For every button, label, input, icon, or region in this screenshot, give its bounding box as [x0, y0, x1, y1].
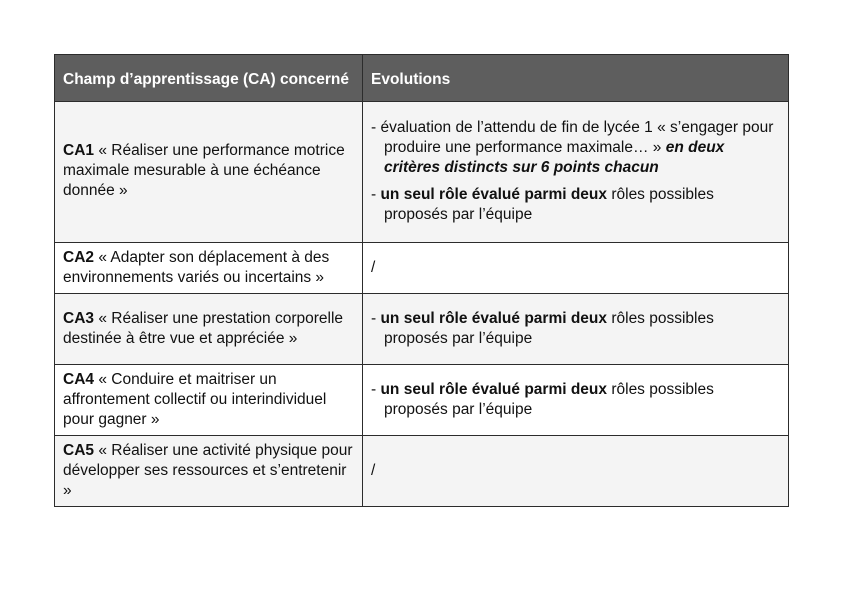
table-header-row [55, 55, 789, 102]
ca4-evolution-rest: rôles possibles proposés par l’équipe [384, 381, 714, 418]
ca3-evolution-bold: un seul rôle évalué parmi deux [380, 310, 608, 327]
header-evolutions: Evolutions [363, 55, 789, 102]
ca2-code: CA2 [63, 249, 95, 266]
ca-evolutions-table [54, 54, 789, 507]
ca3-description: « Réaliser une prestation corporelle destinée à être vue et appréciée » [63, 310, 344, 347]
ca4-evolutions-cell [363, 365, 789, 436]
table-row-ca2 [55, 243, 789, 294]
ca2-cell [55, 243, 363, 294]
ca1-description: « Réaliser une performance motrice maximale mesurable à une échéance donnée » [63, 142, 345, 199]
ca4-evolution-bold: un seul rôle évalué parmi deux [380, 381, 608, 398]
ca3-evolution-rest: rôles possibles proposés par l’équipe [384, 310, 714, 347]
ca4-code: CA4 [63, 371, 95, 388]
ca4-evolution-bullet: - [371, 381, 381, 398]
ca3-cell [55, 294, 363, 365]
ca1-evolution-bullet: - [371, 185, 381, 203]
table-row-ca3 [55, 294, 789, 365]
ca4-cell [55, 365, 363, 436]
ca5-cell [55, 436, 363, 507]
ca1-evolution-item-2 [371, 185, 780, 225]
ca1-evolutions-cell [363, 102, 789, 243]
ca3-code: CA3 [63, 310, 95, 327]
ca3-evolution-item [371, 309, 780, 349]
ca4-evolution-item [371, 380, 780, 420]
ca1-evolution-emphasis: en deux critères distincts sur 6 points chacun [384, 138, 725, 176]
ca1-evolution-text: - évaluation de l’attendu de fin de lycée 1 « s’engager pour produire une performance maximale… » [371, 118, 774, 156]
table-row-ca1 [55, 102, 789, 243]
ca3-evolutions-cell [363, 294, 789, 365]
ca4-description: « Conduire et maitriser un affrontement collectif ou interindividuel pour gagner » [63, 371, 327, 428]
ca2-evolutions-cell: / [363, 243, 789, 294]
ca5-evolutions-cell: / [363, 436, 789, 507]
ca1-evolution-item-1 [371, 118, 780, 178]
ca2-description: « Adapter son déplacement à des environnements variés ou incertains » [63, 249, 330, 286]
ca5-code: CA5 [63, 442, 95, 459]
header-champ-apprentissage: Champ d’apprentissage (CA) concerné [55, 55, 363, 102]
ca3-evolution-bullet: - [371, 310, 381, 327]
ca1-evolution-rest: rôles possibles proposés par l’équipe [384, 185, 714, 223]
ca5-description: « Réaliser une activité physique pour développer ses ressources et s’entretenir » [63, 442, 353, 499]
ca1-cell [55, 102, 363, 243]
table-row-ca5 [55, 436, 789, 507]
ca1-evolution-bold: un seul rôle évalué parmi deux [380, 185, 608, 203]
table-row-ca4 [55, 365, 789, 436]
ca1-code: CA1 [63, 142, 95, 159]
